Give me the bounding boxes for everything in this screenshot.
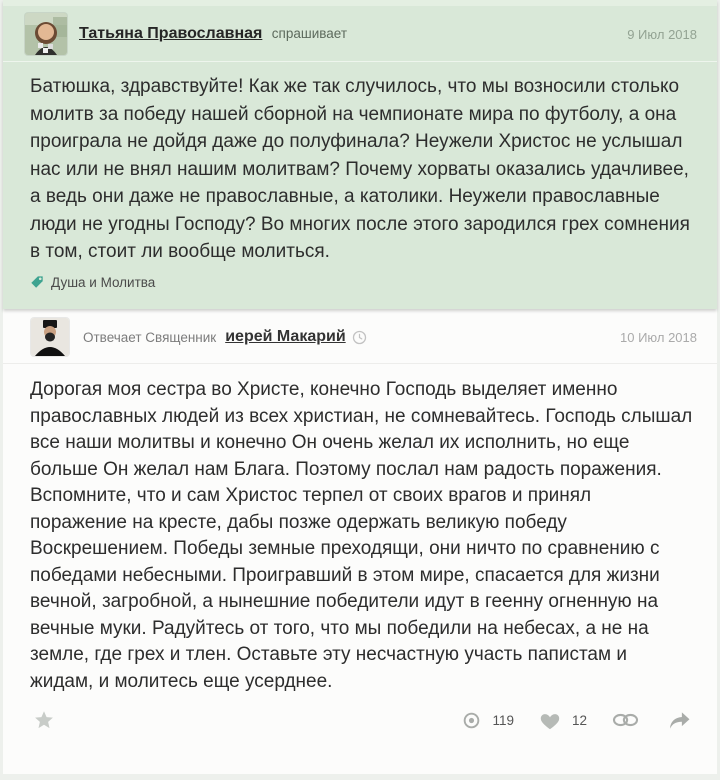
answer-footer bbox=[3, 695, 717, 731]
questioner-name-link[interactable]: Татьяна Православная bbox=[79, 25, 263, 42]
question-section bbox=[3, 0, 717, 309]
answer-date: 10 Июл 2018 bbox=[620, 329, 697, 345]
answerer-avatar-image bbox=[31, 318, 69, 356]
answerer-avatar[interactable] bbox=[31, 318, 69, 356]
stats-group bbox=[462, 711, 691, 730]
question-text: Батюшка, здравствуйте! Как же так случилось, что мы возносили столько молитв за победу нашей сборной на чемпионате мира по футболу, а она проиграла не дойдя даже до полуфинала? Неужели Христос не услышал нас или не внял нашим молитвам? Почему хорваты оказались удачливее, а ведь они даже не православные, а католики. Неужели православные люди не угодны Господу? Во многих после этого зародился грех сомнения в том, стоит ли вообще молиться. bbox=[30, 76, 690, 262]
question-tag-label: Душа и Молитва bbox=[51, 274, 156, 290]
questioner-avatar-image bbox=[25, 13, 67, 55]
question-action-label: спрашивает bbox=[271, 26, 348, 41]
question-byline bbox=[79, 25, 347, 43]
clock-icon bbox=[352, 330, 367, 345]
answer-prefix-label: Отвечает Священник bbox=[83, 329, 217, 345]
questioner-avatar[interactable] bbox=[25, 13, 67, 55]
permalink-icon[interactable] bbox=[612, 712, 639, 728]
tag-icon bbox=[30, 275, 44, 289]
likes-icon[interactable] bbox=[539, 711, 561, 730]
views-count: 119 bbox=[492, 712, 514, 728]
question-date: 9 Июл 2018 bbox=[627, 26, 697, 42]
favorite-star-icon[interactable] bbox=[33, 709, 55, 731]
likes-count: 12 bbox=[571, 712, 587, 728]
answer-section bbox=[3, 309, 717, 774]
qa-card bbox=[3, 0, 717, 774]
share-icon[interactable] bbox=[668, 711, 691, 730]
question-tag[interactable] bbox=[3, 266, 717, 290]
question-header bbox=[3, 6, 717, 62]
views-icon bbox=[462, 711, 481, 730]
answer-header bbox=[3, 309, 717, 364]
answerer-name-link[interactable]: иерей Макарий bbox=[225, 328, 346, 345]
answer-text: Дорогая моя сестра во Христе, конечно Господь выделяет именно православных людей из всех христиан, не сомневайтесь. Господь слышал все наши молитвы и конечно Он очень желал их исполнить, но еще больше Он желал нам Блага. Поэтому послал нам радость поражения. Вспомните, что и сам Христос терпел от своих врагов и принял поражение на кресте, дабы позже одержать великую победу Воскрешением. Победы земные преходящи, они ничто по сравнению с победами небесными. Проигравший в этом мире, спасается для жизни вечной, загробной, а нынешние победители идут в геенну огненную на вечные муки. Радуйтесь от того, что мы победили на небесах, а не на земле, где грех и тлен. Оставьте эту несчастную участь папистам и жидам, и молитесь еще усерднее. bbox=[30, 379, 693, 692]
